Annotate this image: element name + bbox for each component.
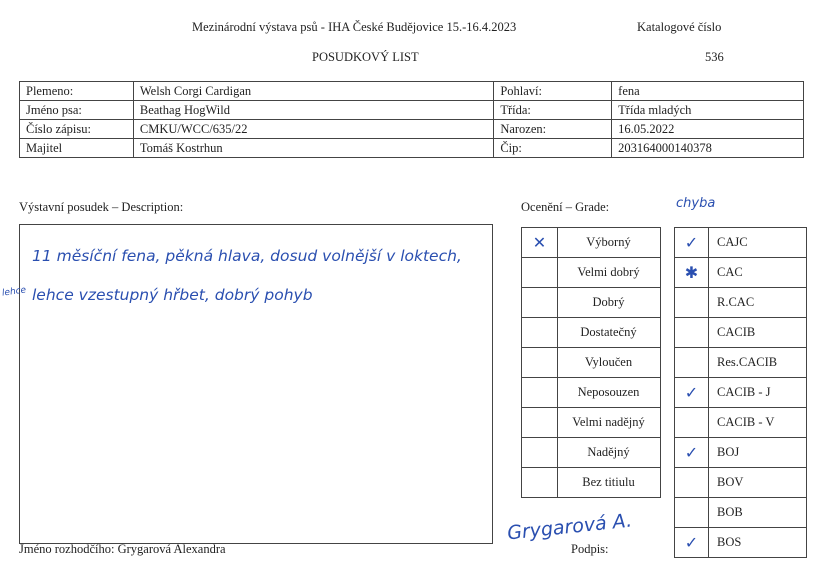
info-label: Jméno psa: bbox=[20, 101, 134, 120]
grade-row-label: Dostatečný bbox=[558, 318, 661, 348]
grade-row bbox=[522, 348, 661, 378]
info-value: Welsh Corgi Cardigan bbox=[133, 82, 493, 101]
handwritten-mark bbox=[675, 348, 709, 378]
description-line-1: 11 měsíční fena, pěkná hlava, dosud volnější v loktech, bbox=[32, 247, 462, 265]
grade-row bbox=[522, 318, 661, 348]
info-value: Beathag HogWild bbox=[133, 101, 493, 120]
title-row-label: CACIB - V bbox=[709, 408, 807, 438]
info-value: Tomáš Kostrhun bbox=[133, 139, 493, 158]
handwritten-mark bbox=[675, 468, 709, 498]
grade-row-label: Vyloučen bbox=[558, 348, 661, 378]
info-label: Plemeno: bbox=[20, 82, 134, 101]
title-row bbox=[675, 498, 807, 528]
info-value: 203164000140378 bbox=[612, 139, 804, 158]
info-label: Číslo zápisu: bbox=[20, 120, 134, 139]
handwritten-mark: ✓ bbox=[675, 438, 709, 468]
info-value: 16.05.2022 bbox=[612, 120, 804, 139]
form-title: POSUDKOVÝ LIST bbox=[312, 50, 419, 64]
dog-info-table bbox=[19, 81, 804, 158]
grade-row-label: Bez titiulu bbox=[558, 468, 661, 498]
catalog-number: 536 bbox=[705, 50, 724, 64]
title-row-label: BOB bbox=[709, 498, 807, 528]
handwritten-mark bbox=[522, 288, 558, 318]
grade-row-label: Výborný bbox=[558, 228, 661, 258]
grade-row bbox=[522, 438, 661, 468]
titles-handwritten-note: chyba bbox=[676, 196, 716, 211]
handwritten-mark bbox=[522, 348, 558, 378]
signature-image: Grygarová A. bbox=[506, 509, 634, 545]
titles-table bbox=[674, 227, 807, 558]
title-row-label: R.CAC bbox=[709, 288, 807, 318]
handwritten-mark: ✓ bbox=[675, 228, 709, 258]
title-row-label: Res.CACIB bbox=[709, 348, 807, 378]
judge-name: Jméno rozhodčího: Grygarová Alexandra bbox=[19, 542, 226, 556]
grade-row bbox=[522, 228, 661, 258]
title-row-label: BOJ bbox=[709, 438, 807, 468]
info-value: Třída mladých bbox=[612, 101, 804, 120]
description-box bbox=[19, 224, 493, 544]
info-row bbox=[20, 82, 804, 101]
handwritten-mark bbox=[522, 408, 558, 438]
info-row bbox=[20, 120, 804, 139]
title-row-label: CACIB bbox=[709, 318, 807, 348]
handwritten-mark bbox=[522, 468, 558, 498]
signature-label: Podpis: bbox=[571, 542, 609, 556]
grade-row-label: Velmi nadějný bbox=[558, 408, 661, 438]
handwritten-mark bbox=[522, 438, 558, 468]
info-label: Pohlaví: bbox=[494, 82, 612, 101]
title-row bbox=[675, 348, 807, 378]
description-margin-note: lehce bbox=[1, 285, 27, 299]
handwritten-mark bbox=[675, 318, 709, 348]
title-row bbox=[675, 228, 807, 258]
title-row bbox=[675, 378, 807, 408]
description-label: Výstavní posudek – Description: bbox=[19, 200, 184, 214]
grade-row bbox=[522, 288, 661, 318]
info-label: Majitel bbox=[20, 139, 134, 158]
handwritten-mark bbox=[675, 288, 709, 318]
info-value: CMKU/WCC/635/22 bbox=[133, 120, 493, 139]
info-label: Čip: bbox=[494, 139, 612, 158]
handwritten-mark bbox=[675, 408, 709, 438]
grade-row bbox=[522, 468, 661, 498]
handwritten-mark: ✕ bbox=[522, 228, 558, 258]
grade-row-label: Dobrý bbox=[558, 288, 661, 318]
info-label: Třída: bbox=[494, 101, 612, 120]
title-row-label: BOV bbox=[709, 468, 807, 498]
handwritten-mark bbox=[522, 318, 558, 348]
title-row bbox=[675, 468, 807, 498]
grade-row-label: Neposouzen bbox=[558, 378, 661, 408]
title-row-label: CACIB - J bbox=[709, 378, 807, 408]
info-row bbox=[20, 139, 804, 158]
handwritten-mark: ✓ bbox=[675, 378, 709, 408]
handwritten-mark bbox=[522, 378, 558, 408]
info-label: Narozen: bbox=[494, 120, 612, 139]
title-row bbox=[675, 318, 807, 348]
description-line-2: lehce vzestupný hřbet, dobrý pohyb bbox=[32, 286, 313, 304]
grade-label: Ocenění – Grade: bbox=[521, 200, 610, 214]
grade-row bbox=[522, 378, 661, 408]
handwritten-mark bbox=[522, 258, 558, 288]
title-row-label: BOS bbox=[709, 528, 807, 558]
info-row bbox=[20, 101, 804, 120]
grade-table bbox=[521, 227, 661, 498]
grade-row bbox=[522, 408, 661, 438]
info-value: fena bbox=[612, 82, 804, 101]
title-row bbox=[675, 408, 807, 438]
title-row bbox=[675, 528, 807, 558]
title-row-label: CAJC bbox=[709, 228, 807, 258]
title-row bbox=[675, 438, 807, 468]
title-row bbox=[675, 258, 807, 288]
grade-row-label: Nadějný bbox=[558, 438, 661, 468]
handwritten-mark: ✓ bbox=[675, 528, 709, 558]
catalog-number-label: Katalogové číslo bbox=[637, 20, 722, 34]
title-row bbox=[675, 288, 807, 318]
handwritten-mark: ✱ bbox=[675, 258, 709, 288]
handwritten-mark bbox=[675, 498, 709, 528]
grade-row bbox=[522, 258, 661, 288]
title-row-label: CAC bbox=[709, 258, 807, 288]
grade-row-label: Velmi dobrý bbox=[558, 258, 661, 288]
event-title: Mezinárodní výstava psů - IHA České Budějovice 15.-16.4.2023 bbox=[192, 20, 517, 34]
